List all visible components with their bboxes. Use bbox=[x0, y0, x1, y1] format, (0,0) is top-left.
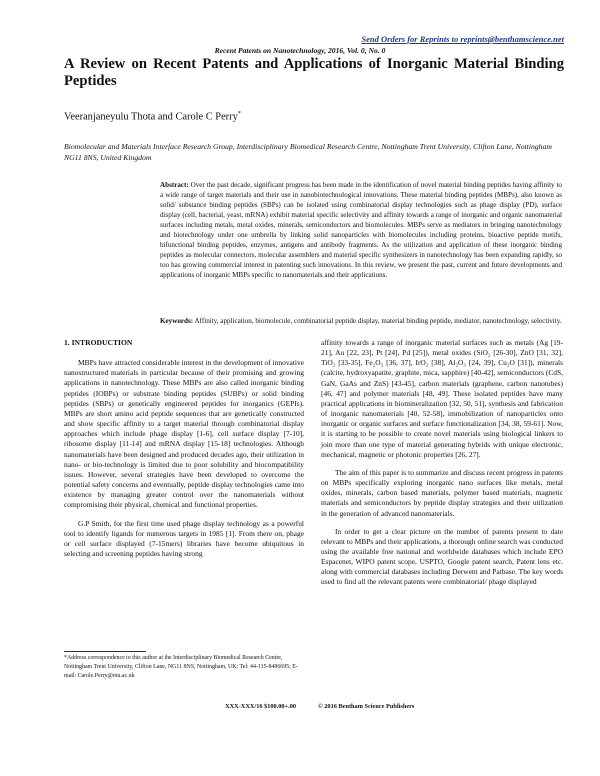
author-names: Veeranjaneyulu Thota and Carole C Perry bbox=[64, 111, 238, 123]
keywords-text: Affinity, application, biomolecule, combinatorial peptide display, material binding peptide, mediator, nanotechnology, selectivity. bbox=[194, 317, 562, 325]
paragraph: The aim of this paper is to summarize and discuss recent progress in patents on MBPs specifically exploring inorganic nano surfaces like metals, metal oxides, minerals, carbon based materials, polymer based materials, magnetic materials and semiconductors by peptide display strategies and their utilization in the generation of advanced nanomaterials. bbox=[321, 467, 563, 518]
paragraph: G.P Smith, for the first time used phage display technology as a powerful tool to identify ligands for numerous targets in 1985 [1]. From there on, phage or cell surface displayed (7-15mers) libraries have become ubiquitous in selecting and screening peptides having strong bbox=[64, 518, 304, 558]
keywords bbox=[160, 316, 562, 326]
paragraph: affinity towards a range of inorganic material surfaces such as metals (Ag [19-21], Au [22, 23], Pt [24], Pd [25]), metal oxides (SiO₂ [26-30], ZnO [31, 32], TiO₂ [33-35], Fe₂O₃ [36, 37], IrO₂ [38], Al₂O₃ [24, 39], Cu₂O [31]), minerals (calcite, hydroxyapatite, graphite, mica, sapphire) [40-42], semiconductors (CdS, GaN, GaAs and ZnS) [43-45], carbon materials (graphene, carbon nanotubes) [46, 47] and polymer materials [48, 49]. These isolated peptides have many practical applications in biomineralization [32, 50, 51], synthesis and fabrication of inorganic nanomaterials [40, 52-58], immobilization of nanoparticles onto inorganic or organic surfaces and surface functionalization [34, 38, 59-61]. Now, it is starting to be possible to create novel materials using biological linkers to join more than one type of material generating hybrids with unique electronic, mechanical, magnetic or photonic properties [26, 27]. bbox=[321, 338, 563, 459]
footnote-rule bbox=[64, 651, 146, 652]
paper-title: A Review on Recent Patents and Applications of Inorganic Material Binding Peptides bbox=[64, 56, 564, 89]
article-code: XXX-XXX/16 $100.00+.00 bbox=[225, 703, 296, 710]
abstract bbox=[160, 181, 562, 281]
copyright: © 2016 Bentham Science Publishers bbox=[318, 703, 415, 710]
keywords-label: Keywords: bbox=[160, 317, 194, 325]
correspondence-footnote: *Address correspondence to this author at the Interdisciplinary Biomedical Research Centre, Nottingham Trent University, Clifton Lane, NG11 8NS, Nottingham, UK; Tel: 44-115-8486695; E-mail: Carole.Perry@ntu.ac.uk bbox=[64, 655, 298, 679]
left-column bbox=[64, 338, 304, 559]
introduction-heading: 1. INTRODUCTION bbox=[64, 338, 133, 347]
journal-header: Recent Patents on Nanotechnology, 2016, Vol. 0, No. 0 bbox=[214, 46, 386, 55]
authors bbox=[64, 110, 241, 122]
affiliation: Biomolecular and Materials Interface Research Group, Interdisciplinary Biomedical Research Centre, Nottingham Trent University, Clifton Lane, Nottingham NG11 8NS, United Kingdom bbox=[64, 142, 552, 162]
corresponding-mark: * bbox=[237, 110, 242, 117]
abstract-label: Abstract: bbox=[160, 181, 189, 189]
abstract-text: Over the past decade, significant progress has been made in the identification of novel material binding peptides having affinity to a wide range of target materials and their use in nanobiotechnological innovations. These material binding peptides (MBPs), also known as solid/ substance binding peptides (SBPs) can be isolated using combinatorial display technologies such as phage display (PD), surface display (cell, bacterial, yeast, mRNA) exhibit material specific selectivity and affinity towards a range of inorganic and organic nanomaterial surfaces including metals, metal oxides, minerals, semiconductors and biomolecules. MBPs serve as mediators in bringing nanotechnology and biotechnology under one umbrella by linking solid nanoparticles with biomolecules including proteins, bioactive peptide motifs, bifunctional binding peptides, enzymes, antigens and antibody fragments. As the utilization and application of these inorganic binding peptides as molecular connectors, molecular assemblers and material specific synthesizers in nanotechnology has been expanding rapidly, so too has growing commercial interest in patenting such innovations. In this review, we present the past, current and future developments and applications of inorganic MBPs specific to nanomaterials and their applications. bbox=[160, 181, 562, 279]
paragraph: In order to get a clear picture on the number of patents present to date relevant to MBPs and their applications, a thorough online search was conducted using the available free national and worldwide databases which include EPO Espacenet, WIPO patent scope, USPTO, Google patent search, Patent lens etc. along with commercial databases including Derwent and Patbase. The key words used to find all the relevant patents were combinatorial/ phage displayed bbox=[321, 526, 563, 587]
paragraph: MBPs have attracted considerable interest in the development of innovative nanostructured materials in particular because of their promising and growing applications in nanotechnology. These MBPs are also called inorganic binding peptides (IOBPs) or substrate binding peptides (SUBPs) or solid binding peptides (SBPs) or genetically engineered peptides for inorganics (GEPIs). MBPs are short amino acid peptide sequences that are genetically constructed and show specific affinity to a target material through combinatorial display approaches which include phage display [1-6], cell surface display [7-10], ribosome display [11-14] and mRNA display [15-18] technologies. Although nanomaterials have been designed and produced decades ago, their utilization in nano- or bio-technology is limited due to poor solubility and biocompatibility issues. However, several strategies have been developed to overcome the potential safety concerns and eventually, peptide display technologies came into existence by managing greater control over the nanomaterials without compromising their physical, chemical and functional properties. bbox=[64, 358, 304, 510]
reprints-link[interactable]: Send Orders for Reprints to reprints@benthamscience.net bbox=[361, 34, 564, 44]
right-column bbox=[321, 338, 563, 588]
